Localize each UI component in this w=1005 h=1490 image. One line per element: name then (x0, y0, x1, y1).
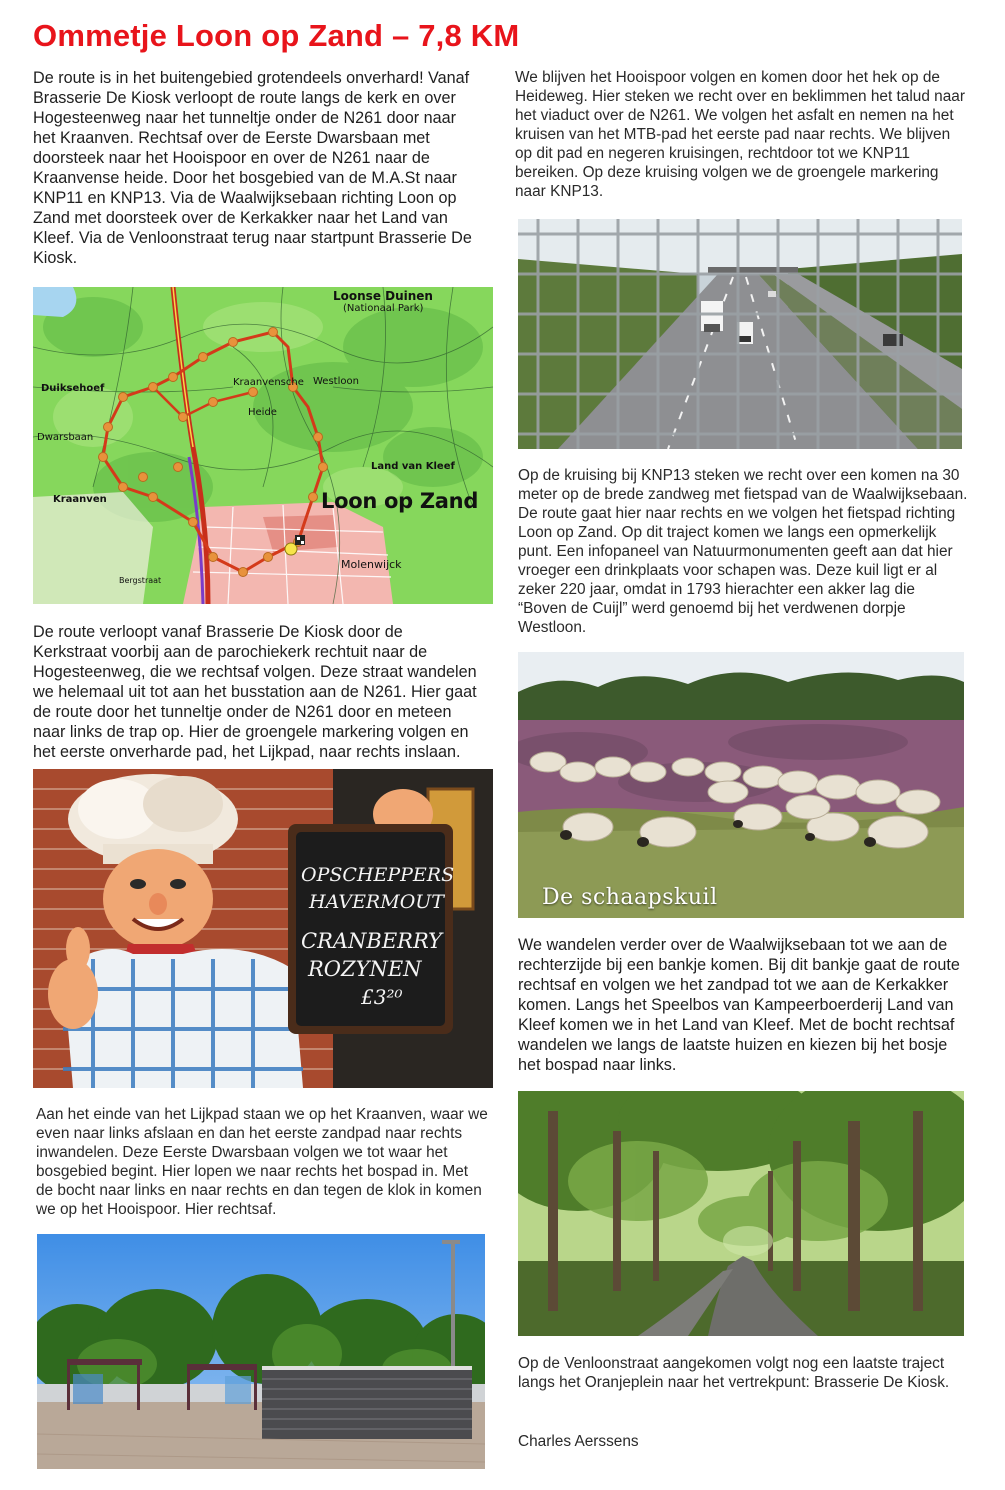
bus-station-graphic (37, 1234, 485, 1469)
map-label-kraanvensche: Kraanvensche (233, 377, 304, 388)
map-label-bergstraat: Bergstraat (119, 576, 162, 585)
map-label-duinen: Loonse Duinen (333, 289, 433, 303)
bus-station-photo (37, 1234, 485, 1469)
route-map (33, 287, 493, 604)
sign-price: £3²⁰ (361, 985, 403, 1009)
right-paragraph-4: Op de Venloonstraat aangekomen volgt nog een laatste traject langs het Oranjeplein naar het vertrekpunt: Brasserie De Kiosk. (518, 1355, 950, 1391)
map-label-molenwijck: Molenwijck (341, 558, 402, 571)
map-label-park: (Nationaal Park) (343, 303, 424, 314)
intro-paragraph: De route is in het buitengebied grotendeels onverhard! Vanaf Brasserie De Kiosk verloopt de route langs de kerk en over Hogesteenweg naar het tunneltje onder de N261 door naar het Kraanven. Rechtsaf over de Eerste Dwarsbaan met doorsteek naar het Hooispoor en over de N261 naar de Kraanvense heide. Door het bosgebied van de M.A.St naar KNP11 en KNP13. Via de Waalwijksebaan richting Loon op Zand met doorsteek over de Kerkakker naar het Land van Kleef. Via de Venloonstraat terug naar startpunt Brasserie De Kiosk. (33, 69, 472, 267)
route-paragraph-3: Aan het einde van het Lijkpad staan we op het Kraanven, waar we even naar links afslaan en dan het eerste zandpad naar rechts inwandelen. Deze Eerste Dwarsbaan volgen we tot waar het bosgebied begint. Hier lopen we naar rechts het bospad in. Met de bocht naar links en naar rechts en dan tegen de klok in komen we op het Hooispoor. Hier rechtsaf. (36, 1106, 488, 1218)
sign-line-3: CRANBERRY (301, 929, 443, 953)
route-paragraph-2: De route verloopt vanaf Brasserie De Kiosk door de Kerkstraat voorbij aan de parochiekerk rechtuit naar de Hogesteenweg, die we rechtsaf volgen. Deze straat wandelen we helemaal uit tot aan het busstation aan de N261. Hier gaat de route door het tunneltje onder de N261 door en meteen naar links de trap op. Hier de groengele markering volgen en het eerste onverharde pad, het Lijkpad, naar rechts inslaan. (33, 623, 477, 761)
sheep-photo (518, 652, 964, 918)
sign-line-4: ROZYNEN (308, 957, 422, 981)
sheep-caption: De schaapskuil (542, 885, 718, 910)
sign-line-1: OPSCHEPPERS (301, 864, 455, 886)
map-label-land-van-kleef: Land van Kleef (371, 461, 455, 472)
page-title: Ommetje Loon op Zand – 7,8 KM (33, 18, 520, 53)
right-paragraph-2: Op de kruising bij KNP13 steken we recht over een komen na 30 meter op de brede zandweg met fietspad van de Waalwijksebaan. De route gaat hier naar rechts en we volgen het fietspad richting Loon op Zand. Op dit traject komen we langs een opmerkelijk punt. Een infopaneel van Natuurmonumenten geeft aan dat hier vroeger een drinkplaats voor schapen was. Deze kuil ligt er al zeker 220 jaar, omdat in 1793 hierachter een akker lag die “Boven de Cuijl” werd genoemd bij het verdwenen dorpje Westloon. (518, 467, 968, 636)
highway-viaduct-photo (518, 219, 962, 449)
right-paragraph-3: We wandelen verder over de Waalwijksebaan tot we aan de rechterzijde bij een bankje komen. Bij dit bankje gaat de route rechtsaf en volgen we het zandpad tot we aan de Kerkakker komen. Langs het Speelbos van Kampeerboerderij Land van Kleef komen we in het Land van Kleef. Met de bocht rechtsaf wandelen we langs de laatste huizen en kiezen bij het bosje het bospad naar links. (518, 936, 960, 1074)
forest-path-photo (518, 1091, 964, 1336)
sign-line-2: HAVERMOUT (309, 891, 444, 913)
map-label-westloon: Westloon (313, 376, 359, 387)
chef-statue-photo (33, 769, 493, 1088)
map-label-dwarsbaan: Dwarsbaan (37, 432, 94, 443)
map-label-duiksehoef: Duiksehoef (41, 383, 105, 394)
author: Charles Aerssens (518, 1433, 639, 1450)
right-paragraph-1: We blijven het Hooispoor volgen en komen door het hek op de Heideweg. Hier steken we recht over en beklimmen het talud naar het viaduct over de N261. We volgen het asfalt en nemen na het kruisen van het MTB-pad het eerste pad naar rechts. We blijven op dit pad en negeren kruisingen, rechtdoor tot we KNP11 bereiken. Op deze kruising volgen we de groengele markering naar KNP13. (515, 69, 965, 200)
highway-viaduct-graphic (518, 219, 962, 449)
map-label-heide: Heide (248, 407, 277, 418)
forest-path-graphic (518, 1091, 964, 1336)
route-map-graphic (33, 287, 493, 604)
sheep-graphic (518, 652, 964, 918)
map-label-kraanven: Kraanven (53, 494, 107, 505)
map-label-town: Loon op Zand (321, 489, 479, 513)
